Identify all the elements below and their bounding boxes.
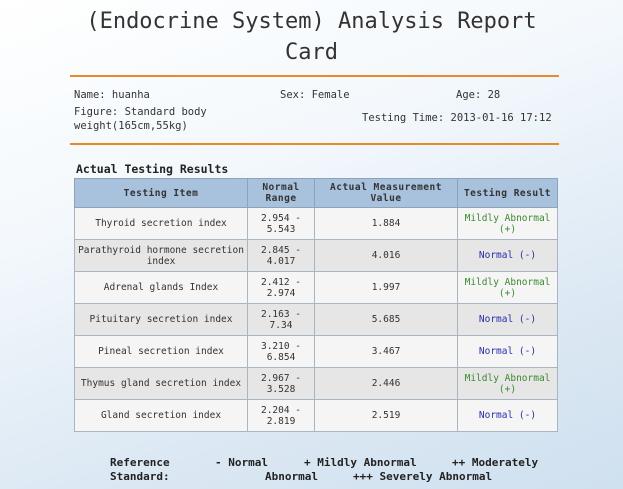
row-testing-result: Normal (-) xyxy=(458,304,558,336)
header-testing-result: Testing Result xyxy=(458,179,558,208)
header-testing-item: Testing Item xyxy=(75,179,248,208)
table-row xyxy=(75,272,558,304)
legend-reference: Reference xyxy=(110,456,170,469)
row-measurement-value: 2.519 xyxy=(315,400,458,432)
patient-figure-line2: weight(165cm,55kg) xyxy=(74,120,188,132)
row-measurement-value: 3.467 xyxy=(315,336,458,368)
legend-standard: Standard: xyxy=(110,470,170,483)
row-testing-result: Normal (-) xyxy=(458,400,558,432)
header-normal-range: Normal Range xyxy=(248,179,315,208)
legend-severe: +++ Severely Abnormal xyxy=(353,470,493,483)
row-normal-range: 2.954 - 5.543 xyxy=(248,208,315,240)
row-normal-range: 2.967 - 3.528 xyxy=(248,368,315,400)
row-measurement-value: 2.446 xyxy=(315,368,458,400)
testing-time: Testing Time: 2013-01-16 17:12 xyxy=(362,112,552,124)
legend-mild: + Mildly Abnormal xyxy=(304,456,417,469)
row-testing-result: Normal (-) xyxy=(458,336,558,368)
report-title-line1: (Endocrine System) Analysis Report xyxy=(86,9,537,34)
row-testing-item: Thyroid secretion index xyxy=(75,208,248,240)
table-header-row xyxy=(75,179,558,208)
row-normal-range: 2.412 - 2.974 xyxy=(248,272,315,304)
row-testing-item: Thymus gland secretion index xyxy=(75,368,248,400)
row-normal-range: 2.845 - 4.017 xyxy=(248,240,315,272)
row-testing-item: Gland secretion index xyxy=(75,400,248,432)
section-title: Actual Testing Results xyxy=(76,162,229,176)
table-row xyxy=(75,240,558,272)
table-row xyxy=(75,368,558,400)
table-row xyxy=(75,304,558,336)
legend-moderate-cont: Abnormal xyxy=(265,470,318,483)
row-testing-item: Adrenal glands Index xyxy=(75,272,248,304)
table-row xyxy=(75,336,558,368)
top-divider xyxy=(70,75,559,77)
row-measurement-value: 1.997 xyxy=(315,272,458,304)
report-title xyxy=(0,6,623,68)
patient-figure xyxy=(74,105,207,133)
row-testing-result: Mildly Abnormal (+) xyxy=(458,272,558,304)
row-testing-result: Normal (-) xyxy=(458,240,558,272)
row-testing-item: Pituitary secretion index xyxy=(75,304,248,336)
patient-figure-line1: Figure: Standard body xyxy=(74,106,207,118)
bottom-divider xyxy=(70,143,559,145)
row-measurement-value: 1.884 xyxy=(315,208,458,240)
row-testing-result: Mildly Abnormal (+) xyxy=(458,208,558,240)
row-measurement-value: 4.016 xyxy=(315,240,458,272)
table-row xyxy=(75,208,558,240)
row-normal-range: 2.163 - 7.34 xyxy=(248,304,315,336)
patient-age: Age: 28 xyxy=(456,89,501,101)
row-testing-item: Pineal secretion index xyxy=(75,336,248,368)
row-testing-result: Mildly Abnormal (+) xyxy=(458,368,558,400)
row-normal-range: 3.210 - 6.854 xyxy=(248,336,315,368)
legend-normal: - Normal xyxy=(215,456,268,469)
report-title-line2: Card xyxy=(285,40,338,65)
header-measurement-value: Actual Measurement Value xyxy=(315,179,458,208)
results-table xyxy=(74,178,558,432)
patient-name: Name: huanha xyxy=(74,89,150,101)
row-testing-item: Parathyroid hormone secretion index xyxy=(75,240,248,272)
legend-moderate: ++ Moderately xyxy=(452,456,539,469)
patient-sex: Sex: Female xyxy=(280,89,350,101)
table-row xyxy=(75,400,558,432)
row-normal-range: 2.204 - 2.819 xyxy=(248,400,315,432)
row-measurement-value: 5.685 xyxy=(315,304,458,336)
